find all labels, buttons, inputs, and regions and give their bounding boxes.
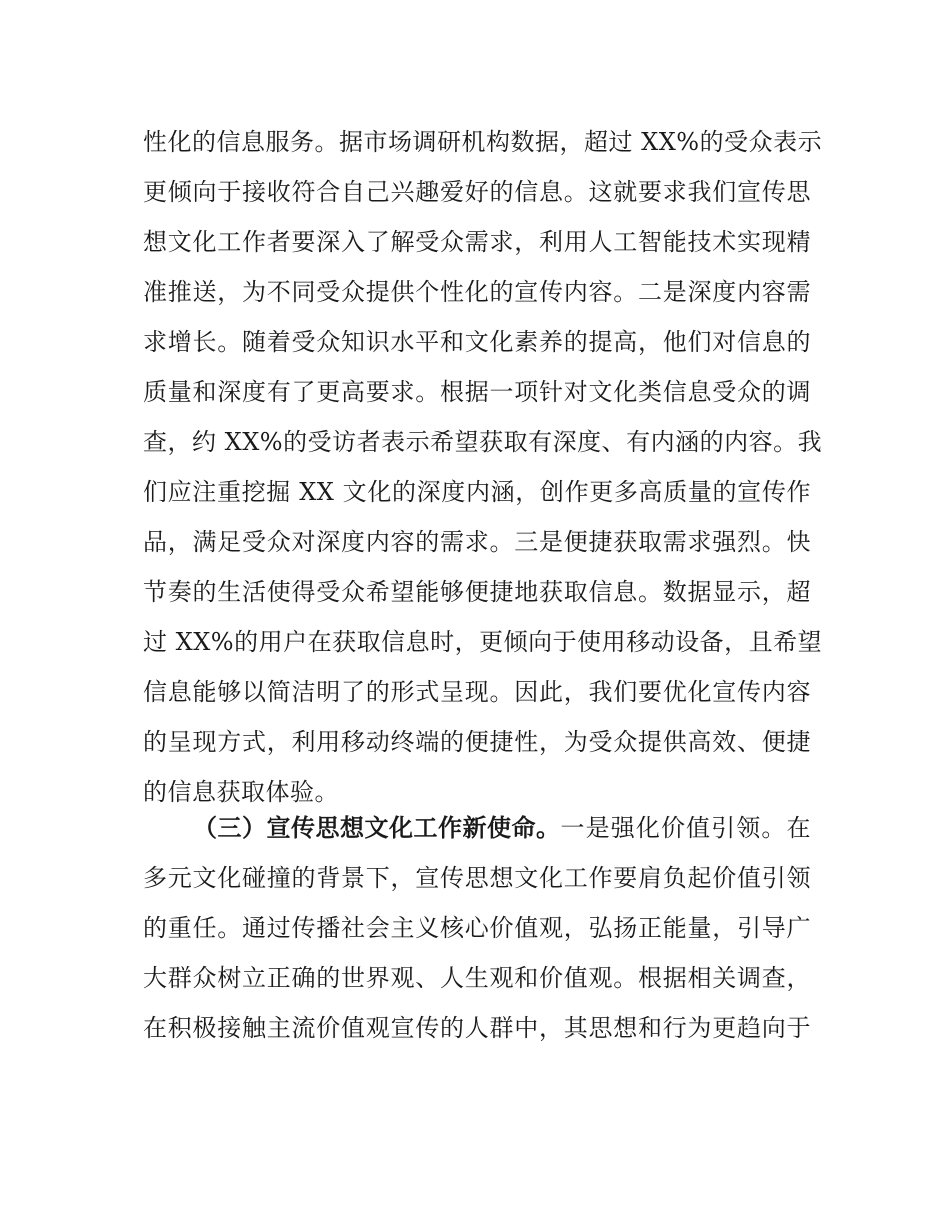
text-line: 的呈现方式，利用移动终端的便捷性，为受众提供高效、便捷 [143,728,811,756]
text-line: 信息能够以简洁明了的形式呈现。因此，我们要优化宣传内容 [143,678,811,706]
text-line: 查，约 XX%的受访者表示希望获取有深度、有内涵的内容。我 [143,428,823,456]
text-line: 过 XX%的用户在获取信息时，更倾向于使用移动设备，且希望 [143,628,823,656]
text-line: 准推送，为不同受众提供个性化的宣传内容。二是深度内容需 [143,278,811,306]
text-line: 多元文化碰撞的背景下，宣传思想文化工作要肩负起价值引领 [143,864,811,892]
heading-line [193,808,811,848]
text-line: 大群众树立正确的世界观、人生观和价值观。根据相关调查， [143,964,811,992]
text-line-last: 的信息获取体验。 [143,778,339,806]
text-line: 节奏的生活使得受众希望能够便捷地获取信息。数据显示，超 [143,578,811,606]
text-line: 求增长。随着受众知识水平和文化素养的提高，他们对信息的 [143,328,811,356]
text-line: 品，满足受众对深度内容的需求。三是便捷获取需求强烈。快 [143,528,811,556]
text-line: 性化的信息服务。据市场调研机构数据，超过 XX%的受众表示 [143,128,823,156]
text-line: 们应注重挖掘 XX 文化的深度内涵，创作更多高质量的宣传作 [143,478,811,506]
text-line: 质量和深度有了更高要求。根据一项针对文化类信息受众的调 [143,378,811,406]
text-line: 在积极接触主流价值观宣传的人群中，其思想和行为更趋向于 [143,1014,811,1042]
heading-line-rest: 一是强化价值引领。在 [560,814,811,842]
text-line: 的重任。通过传播社会主义核心价值观，弘扬正能量，引导广 [143,914,811,942]
text-line: 更倾向于接收符合自己兴趣爱好的信息。这就要求我们宣传思 [143,178,811,206]
text-line: 想文化工作者要深入了解受众需求，利用人工智能技术实现精 [143,228,811,256]
section-heading: （三）宣传思想文化工作新使命。 [193,814,561,842]
